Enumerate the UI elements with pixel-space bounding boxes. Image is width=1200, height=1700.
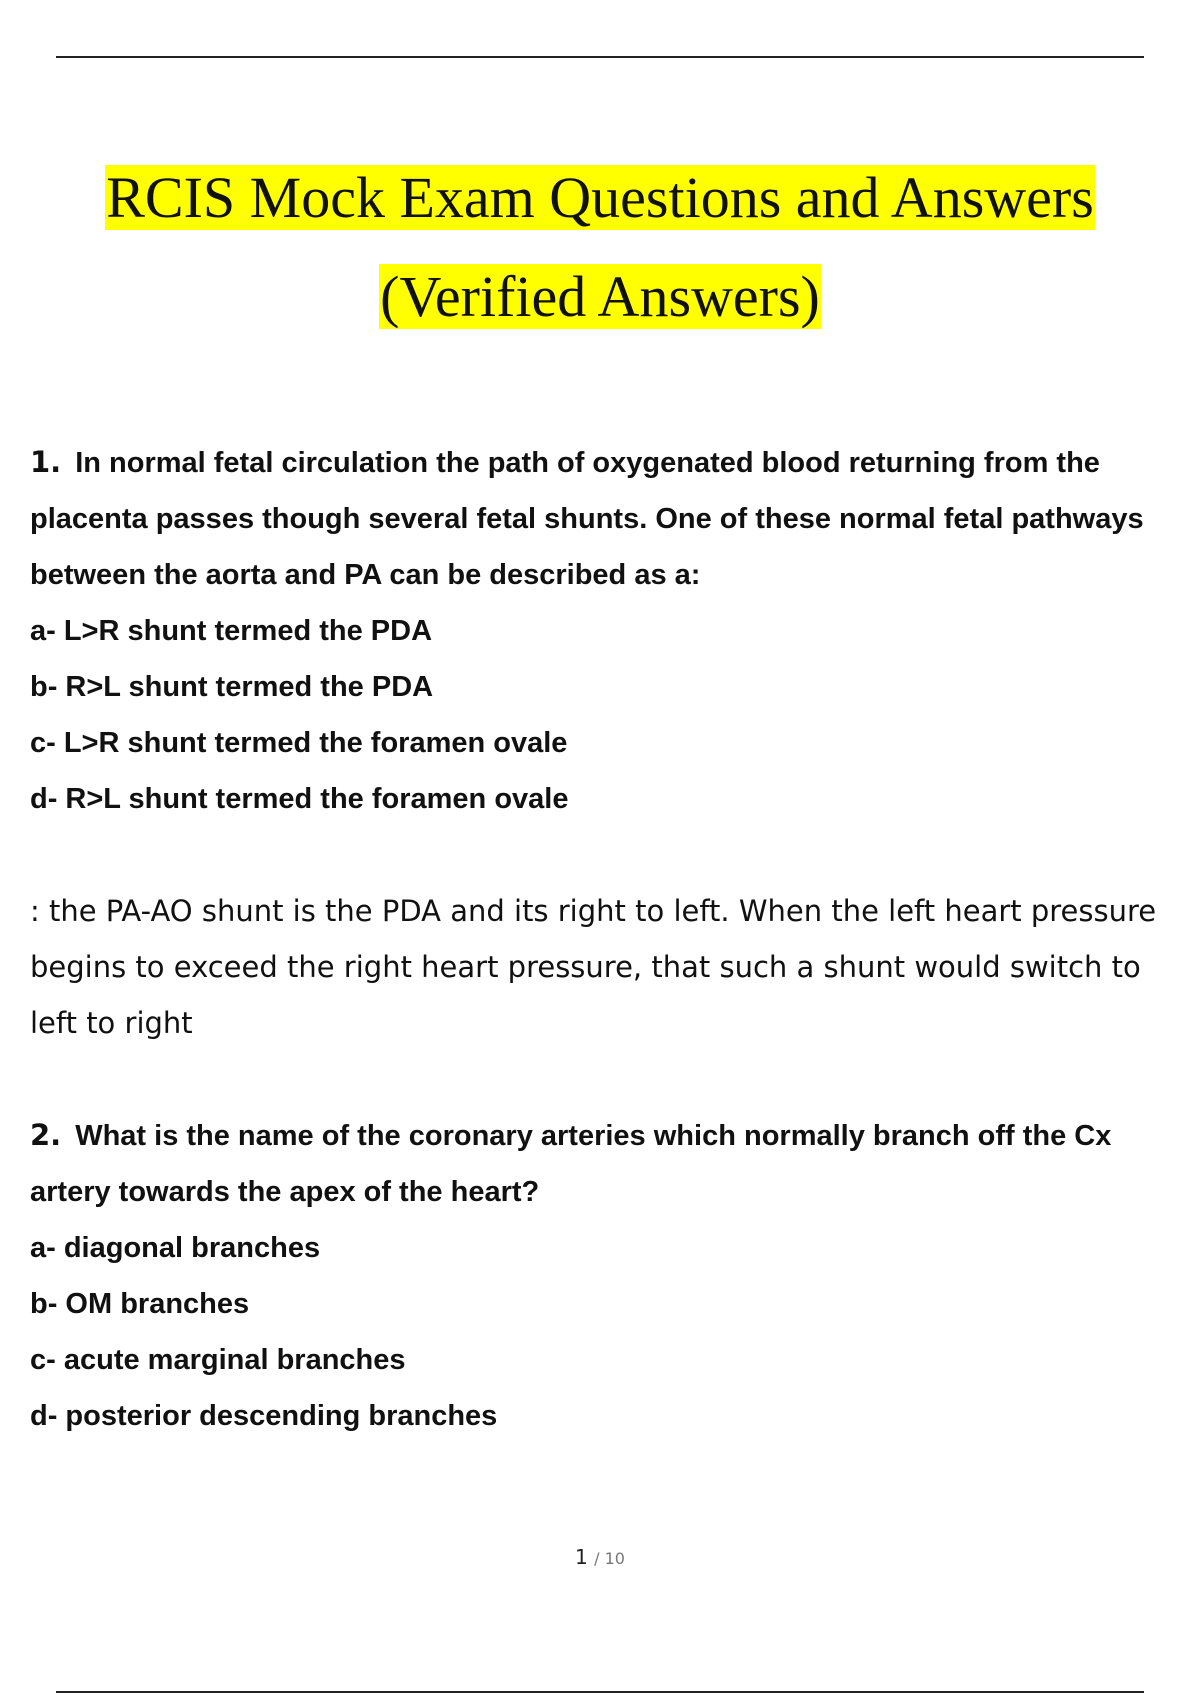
- top-rule: [56, 56, 1144, 58]
- question-2-option-a: a- diagonal branches: [30, 1232, 321, 1264]
- title-line-1: [0, 165, 1200, 231]
- question-1-option-d: d- R>L shunt termed the foramen ovale: [30, 783, 569, 815]
- question-2-option-c: c- acute marginal branches: [30, 1344, 406, 1376]
- question-2-options: [30, 1220, 1195, 1444]
- title-line-2-text: (Verified Answers): [380, 264, 820, 329]
- question-1-option-b: b- R>L shunt termed the PDA: [30, 671, 434, 703]
- question-2-option-b: b- OM branches: [30, 1288, 250, 1320]
- question-1-text: In normal fetal circulation the path of oxygenated blood returning from the placenta passes though several fetal shunts. One of these normal fetal pathways between the aorta and PA can be described as a:: [30, 447, 1144, 591]
- question-1-option-a: a- L>R shunt termed the PDA: [30, 615, 433, 647]
- question-1-number: 1.: [30, 445, 62, 479]
- question-2-number: 2.: [30, 1118, 62, 1152]
- question-1-options: [30, 603, 1195, 827]
- question-2: [30, 1107, 1195, 1444]
- question-2-stem: [30, 1107, 1195, 1220]
- question-2-text: What is the name of the coronary arteries which normally branch off the Cx artery towards the apex of the heart?: [30, 1120, 1112, 1208]
- bottom-rule: [56, 1691, 1144, 1693]
- page-total: / 10: [594, 1549, 625, 1568]
- title-line-1-text: RCIS Mock Exam Questions and Answers: [106, 165, 1094, 230]
- question-2-option-d: d- posterior descending branches: [30, 1400, 498, 1432]
- questions-content: [30, 434, 1195, 1444]
- question-1-stem: [30, 434, 1195, 603]
- question-1-answer: : the PA-AO shunt is the PDA and its right to left. When the left heart pressure begins to exceed the right heart pressure, that such a shunt would switch to left to right: [30, 894, 1157, 1040]
- title-line-2: [0, 264, 1200, 330]
- page-number: [0, 1545, 1200, 1569]
- question-1: [30, 434, 1195, 1051]
- question-1-option-c: c- L>R shunt termed the foramen ovale: [30, 727, 568, 759]
- page-current: 1: [575, 1545, 588, 1569]
